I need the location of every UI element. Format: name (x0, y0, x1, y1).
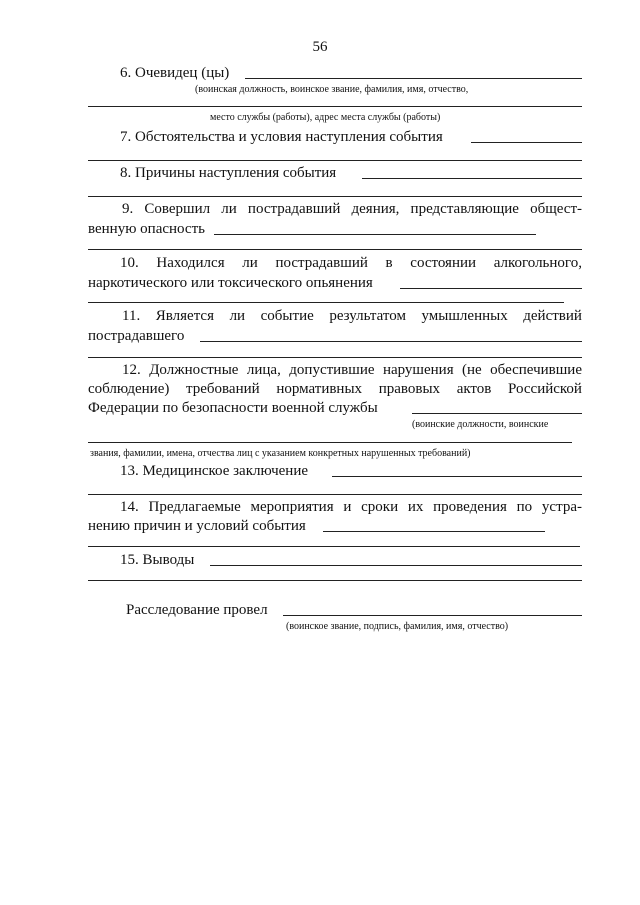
word: ли (242, 255, 258, 271)
word: Находился (156, 255, 225, 271)
item-7-line-2[interactable] (88, 160, 582, 161)
word: Является (155, 308, 214, 324)
word: 14. (120, 499, 139, 515)
word: умышленных (421, 308, 508, 324)
item-9-line-2[interactable] (88, 249, 582, 250)
word: их (407, 499, 424, 515)
word: общест- (530, 201, 582, 217)
item-10-label-continued: наркотического или токсического опьянения (88, 275, 373, 291)
item-15-line-1[interactable] (210, 565, 582, 566)
item-10-line-text (120, 254, 582, 272)
word: (не (462, 362, 482, 378)
word: Совершил (144, 201, 211, 217)
word: Российской (508, 381, 582, 397)
item-13-line-2[interactable] (88, 494, 582, 495)
word: Предлагаемые (148, 499, 241, 515)
item-7-line-1[interactable] (471, 142, 582, 143)
word: представляющие (410, 201, 519, 217)
item-12-line-2[interactable] (88, 442, 572, 443)
word: состоянии (410, 255, 477, 271)
item-6-line-1[interactable] (245, 78, 582, 79)
word: деяния, (351, 201, 400, 217)
word: пострадавший (247, 201, 341, 217)
item-15-line-2[interactable] (88, 580, 582, 581)
item-14-label-continued: нению причин и условий события (88, 518, 306, 534)
item-13-label: 13. Медицинское заключение (120, 463, 309, 479)
item-9-line-1[interactable] (214, 234, 536, 235)
word: актов (456, 381, 492, 397)
word: требований (186, 381, 260, 397)
investigator-label: Расследование провел (126, 602, 268, 618)
page-number: 56 (312, 39, 328, 55)
item-9-line-text (122, 200, 582, 218)
word: ли (229, 308, 246, 324)
item-12-hint-1: (воинские должности, воинские (412, 419, 549, 430)
item-6-hint-2: место службы (работы), адрес места службы (работы) (210, 112, 441, 123)
word: ли (221, 201, 237, 217)
word: обеспечившие (490, 362, 582, 378)
word: мероприятия (250, 499, 334, 515)
item-12-label-continued: Федерации по безопасности военной службы (88, 400, 378, 416)
item-6-label: 6. Очевидец (цы) (120, 65, 230, 81)
word: проведения (433, 499, 507, 515)
item-8-line-2[interactable] (88, 196, 582, 197)
word: 9. (122, 201, 134, 217)
word: соблюдение) (88, 381, 170, 397)
item-14-line-2[interactable] (88, 546, 580, 547)
word: пострадавший (275, 255, 368, 271)
item-12-line-text-1 (122, 361, 582, 379)
item-6-hint-1: (воинская должность, воинское звание, фамилия, имя, отчество, (195, 84, 469, 95)
word: 10. (120, 255, 139, 271)
word: по (516, 499, 533, 515)
item-11-label-continued: пострадавшего (88, 328, 185, 344)
item-11-line-2[interactable] (88, 357, 582, 358)
item-12-line-text-2 (88, 380, 582, 398)
word: лица, (246, 362, 281, 378)
investigator-line[interactable] (283, 615, 582, 616)
item-13-line-1[interactable] (332, 476, 582, 477)
word: действий (523, 308, 582, 324)
word: нарушения (382, 362, 454, 378)
item-12-hint-2: звания, фамилии, имена, отчества лиц с указанием конкретных нарушенных требований) (90, 448, 471, 459)
item-6-line-2[interactable] (88, 106, 582, 107)
word: сроки (361, 499, 399, 515)
item-10-line-1[interactable] (400, 288, 582, 289)
word: нормативных (276, 381, 363, 397)
item-8-label: 8. Причины наступления события (120, 165, 337, 181)
investigator-hint: (воинское звание, подпись, фамилия, имя, отчество) (286, 621, 509, 632)
word: 12. (122, 362, 141, 378)
item-12-line-1[interactable] (412, 413, 582, 414)
item-11-line-1[interactable] (200, 341, 582, 342)
word: и (343, 499, 352, 515)
word: устра- (541, 499, 582, 515)
word: правовых (378, 381, 441, 397)
word: в (385, 255, 393, 271)
item-9-label-continued: венную опасность (88, 221, 205, 237)
item-8-line-1[interactable] (362, 178, 582, 179)
word: событие (260, 308, 314, 324)
word: допустившие (289, 362, 375, 378)
item-7-label: 7. Обстоятельства и условия наступления события (120, 129, 443, 145)
item-15-label: 15. Выводы (120, 552, 195, 568)
word: 11. (122, 308, 141, 324)
item-11-line-text (122, 307, 582, 325)
item-14-line-text (120, 498, 582, 516)
item-10-line-2[interactable] (88, 302, 564, 303)
item-14-line-1[interactable] (323, 531, 545, 532)
word: алкогольного, (493, 255, 582, 271)
word: результатом (329, 308, 406, 324)
word: Должностные (149, 362, 239, 378)
